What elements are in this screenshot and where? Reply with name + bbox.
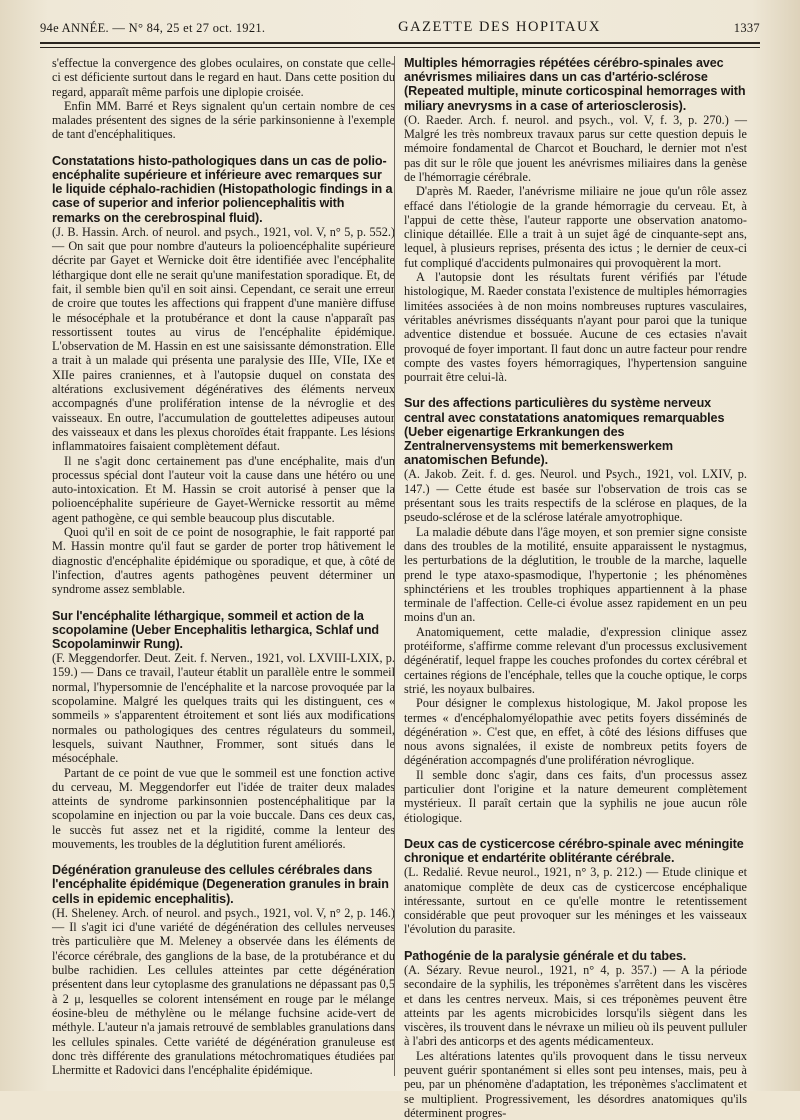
article-title: Constatations histo-pathologiques dans un cas de polio-encéphalite supérieure et inférieure avec remarques sur le liquide céphalo-rachidien (Histopathologic findings in a case of superior and inferior poliencephalitis with remarks on the cerebrospinal fluid). [52, 153, 393, 225]
paragraph: Il semble donc s'agir, dans ces faits, d'un processus assez particulier dont l'origine et la nature demeurent complètement mystérieux. Il paraît certain que la syphilis ne joue aucun rôle étiologique. [404, 767, 747, 825]
paragraph: Anatomiquement, cette maladie, d'expression clinique assez protéiforme, s'affirme comme relevant d'un processus exclusivement dégénératif, lequel frappe les couches profondes du cortex cérébral et certaines régions de l'encéphale, telles que la couche optique, le corps strié, les noyaux bulbaires. [404, 624, 747, 696]
journal-title: GAZETTE DES HOPITAUX [398, 19, 601, 35]
column-divider [394, 56, 395, 1076]
issue-line: 94e ANNÉE. — N° 84, 25 et 27 oct. 1921. [40, 21, 266, 35]
paragraph: s'effectue la convergence des globes oculaires, on constate que celle-ci est déficiente surtout dans le regard en haut. Dans cette position du regard, apparaît même parfois une diplopie croisée. [52, 56, 395, 99]
right-column [404, 56, 747, 1120]
article-reference: (H. Sheleney. Arch. of neurol. and psych., 1921, vol. V, n° 2, p. 146.) — Il s'agit ici d'une variété de dégénération des cellules nerveuses très particulière que M. Meleney a observée dans les éléments de l'écorce cérébrale, des ganglions de la base, de la protubérance et du bulbe rachidien. Les cellules atteintes par cette dégénération présentent dans leur cytoplasme des granulations ne dépassant pas 0,5 à 2 μ, lesquelles se colorent intensément en rouge par le mélange éosine-bleu de méthylène ou le mélange fuchsine acide-vert de méthyle. L'auteur n'a jamais retrouvé de semblables granulations dans les cellules spinales. Cette variété de dégénération granuleuse est donc très différente des granulations métochromatiques étudiées par Lhermitte et Radovici dans l'encéphalite épidémique. [52, 905, 395, 1078]
left-column [52, 56, 395, 1076]
header-rule-thick [40, 42, 760, 44]
article-reference: (A. Sézary. Revue neurol., 1921, n° 4, p. 357.) — A la période secondaire de la syphilis, les tréponèmes s'arrêtent dans les viscères et dans les centres nerveux. Mais, si ces tréponèmes peuvent être atteints par les agents microbicides lorsqu'ils siègent dans les viscères, ils trouvent dans le névraxe un milieu où ils peuvent pulluler à l'abri des anticorps et des agents médicamenteux. [404, 962, 747, 1049]
article-title: Deux cas de cysticercose cérébro-spinale avec méningite chronique et endartérite oblitérante cérébrale. [404, 836, 744, 866]
article-reference: (A. Jakob. Zeit. f. d. ges. Neurol. und Psych., 1921, vol. LXIV, p. 147.) — Cette étude est basée sur l'observation de trois cas se présentant sous les traits respectifs de la sclérose en plaques, de la pseudo-sclérose et de la sclérose latérale amyotrophique. [404, 467, 747, 525]
paragraph: Les altérations latentes qu'ils provoquent dans le tissu nerveux peuvent guérir spontanément si elles sont peu intenses, mais, peu à peu, par un phénomène d'adaptation, les tréponèmes s'acclimatent et se multiplient. Progressivement, les désordres anatomiques qu'ils déterminent progres- [404, 1048, 747, 1120]
paragraph: La maladie débute dans l'âge moyen, et son premier signe consiste dans des troubles de la motilité, ensuite apparaissent le nystagmus, les perturbations de la déglutition, le trouble de la marche, laquelle prend le type ataxo-spasmodique, l'hypertonie ; les phénomènes sphinctériens et les troubles trophiques appartiennent à la phase terminale de l'affection. Celle-ci évolue assez rapidement en un peu moins d'un an. [404, 524, 747, 625]
paragraph: Partant de ce point de vue que le sommeil est une fonction active du cerveau, M. Meggendorfer eut l'idée de traiter deux malades atteints de syndrome parkinsonnien postencéphalitique par la scopolamine en injection ou par la voie buccale. Dans ces deux cas, le succès fut assez net et la rigidité, comme la lenteur des mouvements, les troubles de la déglutition furent améliorés. [52, 765, 395, 851]
paragraph: Pour désigner le complexus histologique, M. Jakol propose les termes « d'encéphalomyélopathie avec petits foyers disséminés de dégénération ». C'est que, en effet, à côté des lésions diffuses que nous avons signalées, il existe de nombreux petits foyers de dégénération accompagnés d'une prolifération névroglique. [404, 696, 747, 768]
article-reference: (L. Redalié. Revue neurol., 1921, n° 3, p. 212.) — Etude clinique et anatomique complète de deux cas de cysticercose encéphalique intéressante, surtout en ce qu'elle montre le retentissement considérable que peut provoquer sur les méninges et les vaisseaux l'évolution du parasite. [404, 865, 747, 937]
page-number: 1337 [733, 21, 760, 35]
page-header [40, 14, 760, 36]
article-title: Pathogénie de la paralysie générale et du tabes. [404, 948, 687, 963]
article-title: Sur des affections particulières du système nerveux central avec constatations anatomiques remarquables (Ueber eigenartige Erkrankungen des Zentralnervensystems mit bemerkenswerkem anatomischen Befunde). [404, 396, 725, 468]
paragraph: D'après M. Raeder, l'anévrisme miliaire ne joue qu'un rôle assez effacé dans l'étiologie de la grande hémorragie du cerveau. Et, à l'appui de cette thèse, l'auteur rapporte une observation anatomo-clinique détaillée. Elle a trait à un sujet âgé de cinquante-sept ans, lequel, à plusieurs reprises, présenta des ictus ; le dernier de ceux-ci fut compliqué d'accidents pulmonaires qui provoquèrent la mort. [404, 184, 747, 270]
article-title: Sur l'encéphalite léthargique, sommeil et action de la scopolamine (Ueber Encephalitis lethargica, Schlaf und Scopolaminwir Rung). [52, 608, 380, 651]
article-reference: (J. B. Hassin. Arch. of neurol. and psych., 1921, vol. V, n° 5, p. 552.) — On sait que pour nombre d'auteurs la polioencéphalite supérieure décrite par Gayet et Wernicke doit être identifiée avec l'encéphalite léthargique dont elle ne serait qu'une manifestation sporadique. Et, de fait, il semble bien qu'il en soit ainsi. Cependant, ce serait une erreur de croire que toutes les affections qui frappent d'une manière diffuse le mésocéphale et la protubérance et dont la cause n'apparaît pas ressortissent toutes au virus de l'encéphalite épidémique. L'observation de M. Hassin en est une saisissante démonstration. Elle a trait à un malade qui présenta une paralysie des IIIe, VIIe, IXe et XIIe paires craniennes, et à l'autopsie duquel on constata des altérations exclusivement dégénératives des éléments nerveux accompagnés d'une prolifération intense de la névroglie et des vaisseaux. En outre, l'accumulation de gouttelettes adipeuses autour des vaisseaux et dans les plexus choroïdes était frappante. Les lésions inflammatoires faisaient complètement défaut. [52, 224, 395, 454]
article-reference: (F. Meggendorfer. Deut. Zeit. f. Nerven., 1921, vol. LXVIII-LXIX, p. 159.) — Dans ce travail, l'auteur établit un parallèle entre le sommeil normal, l'hypersomnie de l'encéphalite et la narcose provoquée par la scopolamine. Malgré les quelques traits qui les distinguent, ces « sommeils » s'apparentent étroitement et sont liés aux modifications normales ou pathologiques des centres régulateurs du sommeil, lesquels, suivant Nauthner, Frommer, sont situés dans le mésocéphale. [52, 651, 395, 766]
article-reference: (O. Raeder. Arch. f. neurol. and psych., vol. V, f. 3, p. 270.) — Malgré les très nombreux travaux parus sur cette question depuis le mémoire fondamental de Charcot et Bouchard, le dernier mot n'est pas dit sur le rôle que jouent les anévrismes miliaires dans la genèse de l'hémorragie cérébrale. [404, 112, 747, 184]
article-title: Dégénération granuleuse des cellules cérébrales dans l'encéphalite épidémique (Degeneration granules in brain cells in epidemic encephalitis). [52, 863, 389, 906]
paragraph: Enfin MM. Barré et Reys signalent qu'un certain nombre de ces malades présentent des signes de la série parkinsonienne à l'exemple de tant d'encéphalitiques. [52, 98, 395, 142]
article-title: Multiples hémorragies répétées cérébro-spinales avec anévrismes miliaires dans un cas d'artério-sclérose (Repeated multiple, minute corticospinal hemorrages with miliary anevrysms in a case of arteriosclerosis). [404, 56, 746, 113]
paragraph: Quoi qu'il en soit de ce point de nosographie, le fait rapporté par M. Hassin montre qu'il faut se garder de porter trop hâtivement le diagnostic d'encéphalite épidémique ou sporadique, et que, à côté de l'infection, d'autres agents pathogènes peuvent déterminer un syndrome assez semblable. [52, 525, 395, 597]
paragraph: A l'autopsie dont les résultats furent vérifiés par l'étude histologique, M. Raeder constata l'existence de multiples hémorragies limitées associées à de non moins nombreuses ruptures vasculaires, véritables anévrismes disséquants n'ayant pour paroi que la tunique adventice distendue et bossuée. Aucune de ces ectasies n'avait provoqué de foyer important. Il faut donc un autre facteur pour rendre compte des vastes foyers hémorragiques, l'hypertension sanguine pourrait être celui-là. [404, 270, 747, 385]
paragraph: Il ne s'agit donc certainement pas d'une encéphalite, mais d'un processus spécial dont l'auteur voit la cause dans une hétéro ou une auto-intoxication. Et M. Hassin se croit autorisé à penser que la polioencéphalite supérieure de Gayet-Wernicke ressortit au même agent pathogène, ce qui semble beaucoup plus discutable. [52, 453, 395, 525]
header-rule-thin [40, 47, 760, 48]
